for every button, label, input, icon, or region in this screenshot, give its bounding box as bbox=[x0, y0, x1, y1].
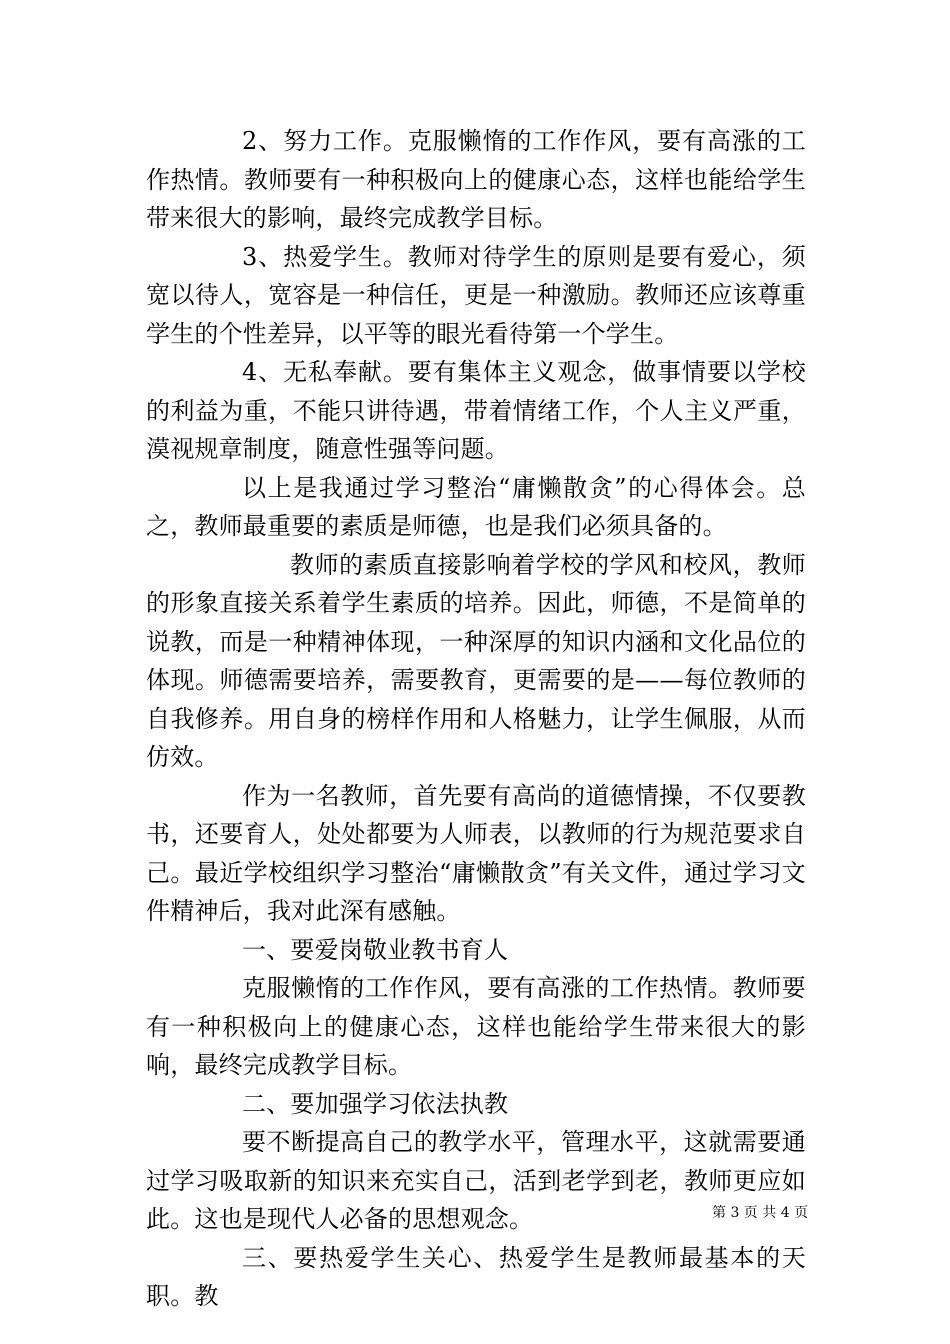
paragraph-point-3: 3、热爱学生。教师对待学生的原则是要有爱心，须宽以待人，宽容是一种信任，更是一种激励。教师还应该尊重学生的个性差异，以平等的眼光看待第一个学生。 bbox=[146, 242, 806, 348]
section-heading-1: 一、要爱岗敬业教书育人 bbox=[242, 935, 509, 964]
paragraph-point-4: 4、无私奉献。要有集体主义观念，做事情要以学校的利益为重，不能只讲待遇，带着情绪工作，个人主义严重，漠视规章制度，随意性强等问题。 bbox=[146, 358, 806, 463]
paragraph-as-a-teacher: 作为一名教师，首先要有高尚的道德情操，不仅要教书，还要育人，处处都要为人师表，以教师的行为规范要求自己。最近学校组织学习整治“庸懒散贪”有关文件，通过学习文件精神后，我对此深有感触。 bbox=[146, 781, 806, 925]
paragraph-teacher-quality: 教师的素质直接影响着学校的学风和校风，教师的形象直接关系着学生素质的培养。因此，师德，不是简单的说教，而是一种精神体现，一种深厚的知识内涵和文化品位的体现。师德需要培养，需要教育，更需要的是——每位教师的自我修养。用自身的榜样作用和人格魅力，让学生佩服，从而仿效。 bbox=[146, 550, 806, 771]
paragraph-section-2: 要不断提高自己的教学水平，管理水平，这就需要通过学习吸取新的知识来充实自己，活到老学到老，教师更应如此。这也是现代人必备的思想观念。 bbox=[146, 1128, 806, 1233]
section-heading-2: 二、要加强学习依法执教 bbox=[242, 1089, 509, 1118]
paragraph-section-3: 三、要热爱学生关心、热爱学生是教师最基本的天职。教 bbox=[146, 1243, 806, 1310]
paragraph-section-1: 克服懒惰的工作作风，要有高涨的工作热情。教师要有一种积极向上的健康心态，这样也能给学生带来很大的影响，最终完成教学目标。 bbox=[146, 974, 806, 1079]
paragraph-point-2: 2、努力工作。克服懒惰的工作作风，要有高涨的工作热情。教师要有一种积极向上的健康心态，这样也能给学生带来很大的影响，最终完成教学目标。 bbox=[146, 127, 806, 232]
document-body bbox=[146, 122, 809, 1316]
paragraph-summary: 以上是我通过学习整治“庸懒散贪”的心得体会。总之，教师最重要的素质是师德，也是我们必须具备的。 bbox=[146, 473, 806, 540]
page-number-footer: 第 3 页 共 4 页 bbox=[712, 1205, 809, 1221]
